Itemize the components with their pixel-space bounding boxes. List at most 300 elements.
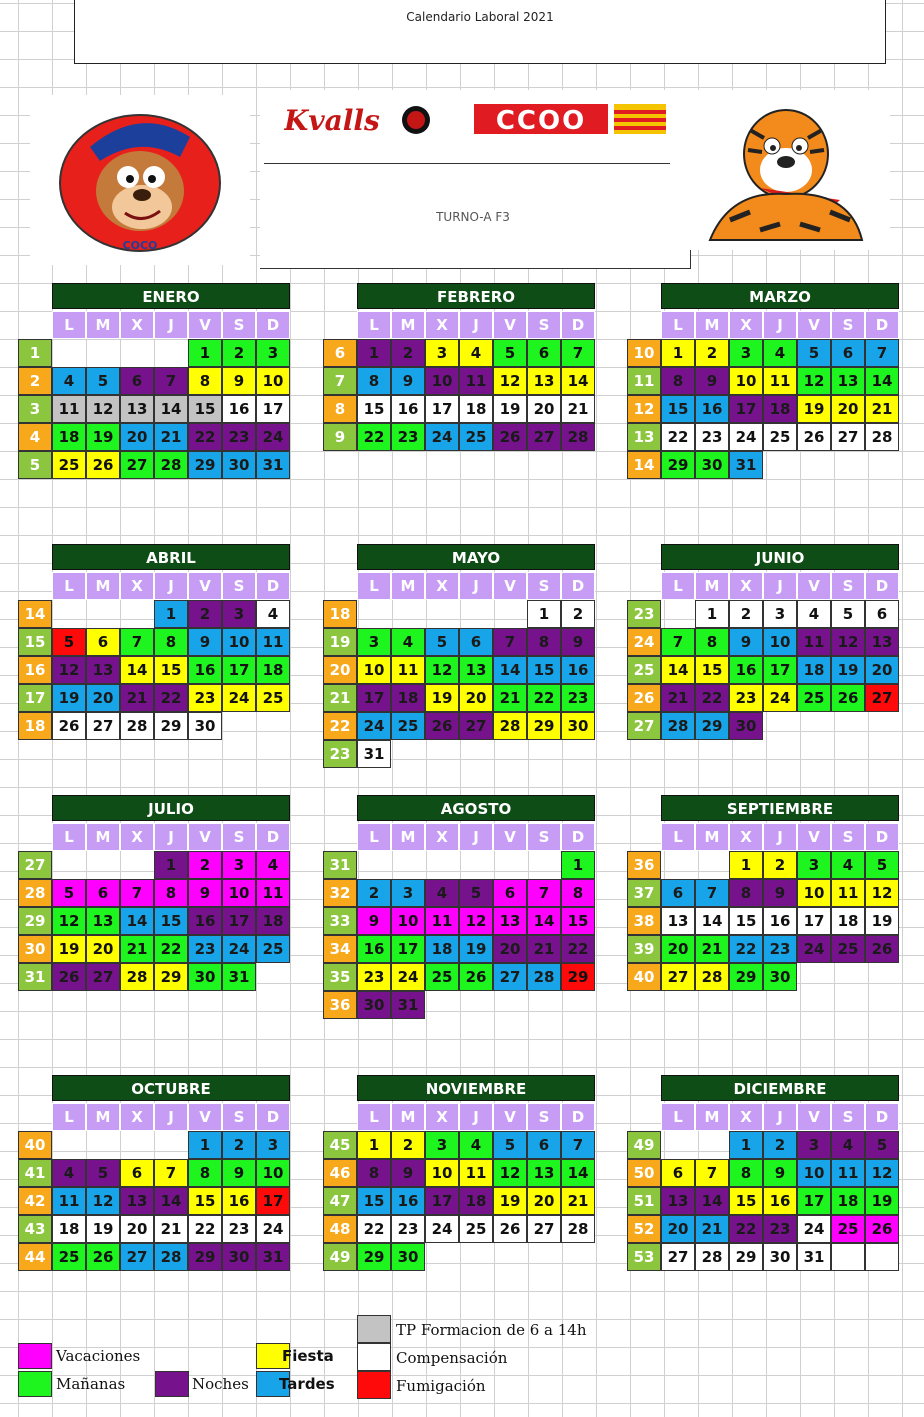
day-header: D (561, 823, 595, 851)
day-cell: 26 (52, 963, 86, 991)
day-cell: 8 (188, 367, 222, 395)
day-header: D (561, 311, 595, 339)
day-header: S (831, 823, 865, 851)
day-cell: 19 (865, 907, 899, 935)
day-cell: 10 (425, 367, 459, 395)
day-header: M (86, 823, 120, 851)
day-cell: 2 (222, 339, 256, 367)
day-cell: 29 (695, 712, 729, 740)
week-number: 36 (627, 851, 661, 879)
day-cell: 15 (695, 656, 729, 684)
day-header: S (831, 1103, 865, 1131)
day-cell: 16 (188, 907, 222, 935)
svg-text:Kvalls: Kvalls (284, 104, 380, 137)
day-cell: 2 (188, 600, 222, 628)
day-cell: 14 (695, 907, 729, 935)
day-header: L (661, 1103, 695, 1131)
day-header: V (188, 1103, 222, 1131)
day-header: L (52, 823, 86, 851)
day-cell: 18 (831, 907, 865, 935)
day-header: X (120, 823, 154, 851)
day-cell: 27 (865, 684, 899, 712)
week-number: 30 (18, 935, 52, 963)
day-cell: 28 (154, 1243, 188, 1271)
week-number: 6 (323, 339, 357, 367)
day-cell: 15 (154, 907, 188, 935)
month-title-enero: ENERO (52, 283, 290, 309)
week-number: 44 (18, 1243, 52, 1271)
day-cell: 10 (222, 879, 256, 907)
day-cell: 17 (357, 684, 391, 712)
week-number: 40 (627, 963, 661, 991)
day-cell: 1 (154, 851, 188, 879)
day-header: D (865, 311, 899, 339)
day-cell: 16 (391, 1187, 425, 1215)
week-number: 26 (627, 684, 661, 712)
day-cell: 22 (729, 935, 763, 963)
day-cell: 2 (695, 339, 729, 367)
day-header: M (86, 1103, 120, 1131)
day-header: D (865, 823, 899, 851)
day-cell: 13 (86, 907, 120, 935)
day-cell: 10 (256, 1159, 290, 1187)
day-cell: 10 (729, 367, 763, 395)
day-header: V (493, 823, 527, 851)
month-title-mayo: MAYO (357, 544, 595, 570)
day-cell: 19 (493, 1187, 527, 1215)
month-title-abril: ABRIL (52, 544, 290, 570)
day-cell: 25 (763, 423, 797, 451)
empty-day-cell (459, 851, 493, 879)
day-cell: 1 (729, 1131, 763, 1159)
day-cell: 22 (661, 423, 695, 451)
day-cell: 10 (222, 628, 256, 656)
day-cell: 24 (256, 1215, 290, 1243)
day-cell: 22 (188, 1215, 222, 1243)
day-cell: 26 (831, 684, 865, 712)
day-cell: 26 (86, 451, 120, 479)
day-cell: 30 (561, 712, 595, 740)
legend-label-fumigacion: Fumigación (396, 1377, 486, 1395)
day-cell: 28 (154, 451, 188, 479)
week-number: 36 (323, 991, 357, 1019)
day-header: S (222, 311, 256, 339)
day-cell: 11 (52, 395, 86, 423)
day-cell: 12 (459, 907, 493, 935)
day-header: X (120, 311, 154, 339)
day-cell: 16 (729, 656, 763, 684)
day-cell: 6 (120, 1159, 154, 1187)
day-cell: 18 (459, 395, 493, 423)
day-cell: 9 (357, 907, 391, 935)
document-header (74, 0, 886, 64)
legend-label-compensacion: Compensación (396, 1349, 508, 1367)
day-cell: 4 (425, 879, 459, 907)
day-header: L (357, 1103, 391, 1131)
empty-day-cell (52, 851, 86, 879)
day-header: M (391, 311, 425, 339)
day-cell: 24 (763, 684, 797, 712)
day-header: V (188, 823, 222, 851)
day-cell: 22 (154, 684, 188, 712)
week-number: 13 (627, 423, 661, 451)
day-cell: 23 (695, 423, 729, 451)
day-cell: 26 (425, 712, 459, 740)
week-number: 23 (323, 740, 357, 768)
empty-day-cell (357, 600, 391, 628)
day-cell: 4 (52, 1159, 86, 1187)
day-cell: 20 (527, 395, 561, 423)
day-header: L (52, 311, 86, 339)
empty-day-cell (661, 600, 695, 628)
day-cell: 25 (52, 451, 86, 479)
coco-mascot-image (30, 95, 250, 265)
day-cell: 1 (661, 339, 695, 367)
day-cell: 8 (729, 879, 763, 907)
day-cell: 2 (729, 600, 763, 628)
tiger-mascot-image (690, 90, 890, 250)
day-cell: 18 (425, 935, 459, 963)
week-number: 53 (627, 1243, 661, 1271)
day-cell: 17 (763, 656, 797, 684)
week-number: 42 (18, 1187, 52, 1215)
day-cell: 23 (763, 935, 797, 963)
day-cell: 30 (188, 963, 222, 991)
week-number: 16 (18, 656, 52, 684)
day-cell: 21 (865, 395, 899, 423)
empty-day-cell (86, 1131, 120, 1159)
week-number: 23 (627, 600, 661, 628)
svg-text:CCOO: CCOO (495, 106, 587, 136)
day-cell: 19 (86, 1215, 120, 1243)
day-cell: 2 (391, 339, 425, 367)
empty-day-cell (120, 339, 154, 367)
day-cell: 3 (256, 1131, 290, 1159)
day-cell: 8 (154, 628, 188, 656)
day-cell: 28 (120, 712, 154, 740)
day-cell: 10 (797, 879, 831, 907)
day-cell: 18 (763, 395, 797, 423)
day-cell: 7 (865, 339, 899, 367)
legend-label-mananas: Mañanas (56, 1375, 126, 1393)
day-cell (831, 1243, 865, 1271)
day-cell: 16 (357, 935, 391, 963)
day-cell: 28 (695, 1243, 729, 1271)
day-cell: 19 (52, 935, 86, 963)
week-number: 9 (323, 423, 357, 451)
week-number: 17 (18, 684, 52, 712)
day-cell: 4 (459, 1131, 493, 1159)
day-cell: 31 (222, 963, 256, 991)
day-cell: 21 (120, 684, 154, 712)
day-header: V (188, 311, 222, 339)
day-cell: 25 (459, 1215, 493, 1243)
day-cell: 26 (86, 1243, 120, 1271)
day-header: V (493, 572, 527, 600)
day-cell: 7 (120, 628, 154, 656)
day-cell: 15 (661, 395, 695, 423)
month-title-septiembre: SEPTIEMBRE (661, 795, 899, 821)
day-cell: 6 (865, 600, 899, 628)
day-cell: 1 (154, 600, 188, 628)
day-cell: 24 (357, 712, 391, 740)
day-cell: 5 (865, 851, 899, 879)
day-cell: 10 (357, 656, 391, 684)
day-cell: 9 (561, 628, 595, 656)
day-cell: 1 (357, 339, 391, 367)
day-cell: 11 (52, 1187, 86, 1215)
day-cell: 7 (561, 339, 595, 367)
day-cell: 7 (154, 1159, 188, 1187)
day-cell: 4 (391, 628, 425, 656)
day-cell: 27 (120, 451, 154, 479)
day-cell: 13 (527, 367, 561, 395)
day-header: D (256, 1103, 290, 1131)
day-cell: 26 (52, 712, 86, 740)
day-header: L (661, 572, 695, 600)
day-header: S (527, 823, 561, 851)
day-cell: 11 (831, 879, 865, 907)
week-number: 37 (627, 879, 661, 907)
day-cell: 4 (52, 367, 86, 395)
day-header: J (763, 311, 797, 339)
day-cell: 2 (561, 600, 595, 628)
legend-swatch-noches (155, 1371, 189, 1397)
day-cell: 17 (425, 395, 459, 423)
day-cell: 30 (188, 712, 222, 740)
day-cell: 17 (729, 395, 763, 423)
day-cell: 14 (120, 907, 154, 935)
day-cell: 7 (695, 1159, 729, 1187)
day-cell: 5 (86, 367, 120, 395)
day-cell: 27 (86, 712, 120, 740)
ccoo-logo (474, 98, 668, 138)
day-cell: 29 (729, 1243, 763, 1271)
day-header: X (729, 311, 763, 339)
day-cell: 16 (188, 656, 222, 684)
day-cell: 19 (493, 395, 527, 423)
day-cell: 15 (729, 1187, 763, 1215)
day-header: M (391, 572, 425, 600)
day-cell: 5 (52, 879, 86, 907)
day-cell: 17 (256, 395, 290, 423)
day-cell: 19 (52, 684, 86, 712)
day-cell: 6 (661, 879, 695, 907)
day-cell: 20 (831, 395, 865, 423)
day-cell: 28 (561, 1215, 595, 1243)
day-cell: 16 (763, 1187, 797, 1215)
week-number: 47 (323, 1187, 357, 1215)
day-cell: 9 (188, 628, 222, 656)
day-cell: 14 (154, 395, 188, 423)
week-number: 32 (323, 879, 357, 907)
day-cell: 18 (459, 1187, 493, 1215)
day-cell: 29 (561, 963, 595, 991)
empty-day-cell (120, 1131, 154, 1159)
day-cell: 13 (661, 907, 695, 935)
empty-day-cell (52, 600, 86, 628)
day-header: M (695, 1103, 729, 1131)
day-cell: 21 (561, 1187, 595, 1215)
day-cell: 20 (459, 684, 493, 712)
day-cell: 1 (527, 600, 561, 628)
day-cell: 8 (357, 1159, 391, 1187)
day-cell: 22 (154, 935, 188, 963)
legend-swatch-formacion (357, 1315, 391, 1343)
day-cell: 7 (154, 367, 188, 395)
day-cell: 6 (120, 367, 154, 395)
day-header: X (425, 311, 459, 339)
day-cell: 25 (831, 1215, 865, 1243)
day-cell: 20 (86, 935, 120, 963)
day-cell: 23 (188, 935, 222, 963)
week-number: 12 (627, 395, 661, 423)
empty-day-cell (86, 339, 120, 367)
day-cell: 21 (661, 684, 695, 712)
day-cell: 5 (865, 1131, 899, 1159)
day-header: X (425, 823, 459, 851)
day-header: X (729, 1103, 763, 1131)
day-cell: 27 (120, 1243, 154, 1271)
day-cell: 29 (154, 963, 188, 991)
day-cell: 6 (527, 1131, 561, 1159)
day-header: L (52, 1103, 86, 1131)
day-cell: 3 (222, 600, 256, 628)
day-cell: 9 (188, 879, 222, 907)
day-header: X (729, 572, 763, 600)
day-cell: 20 (661, 935, 695, 963)
day-cell: 17 (425, 1187, 459, 1215)
day-header: L (357, 311, 391, 339)
day-cell: 30 (391, 1243, 425, 1271)
day-cell: 9 (391, 367, 425, 395)
day-header: X (425, 572, 459, 600)
day-cell: 28 (695, 963, 729, 991)
day-cell: 10 (797, 1159, 831, 1187)
empty-day-cell (391, 600, 425, 628)
day-cell: 24 (729, 423, 763, 451)
day-cell: 19 (425, 684, 459, 712)
day-cell: 17 (797, 907, 831, 935)
day-cell: 27 (831, 423, 865, 451)
empty-day-cell (120, 600, 154, 628)
empty-day-cell (695, 1131, 729, 1159)
day-cell: 26 (493, 423, 527, 451)
day-cell: 24 (797, 935, 831, 963)
day-cell: 15 (561, 907, 595, 935)
day-cell: 20 (120, 423, 154, 451)
day-cell: 11 (763, 367, 797, 395)
legend-label-vacaciones: Vacaciones (56, 1347, 141, 1365)
day-cell: 16 (222, 395, 256, 423)
day-cell: 8 (527, 628, 561, 656)
day-cell: 2 (763, 1131, 797, 1159)
day-header: S (831, 572, 865, 600)
day-cell: 17 (222, 656, 256, 684)
week-number: 24 (627, 628, 661, 656)
day-cell: 12 (425, 656, 459, 684)
day-cell: 22 (729, 1215, 763, 1243)
day-cell: 7 (493, 628, 527, 656)
day-cell: 22 (527, 684, 561, 712)
day-cell: 14 (561, 1159, 595, 1187)
week-number: 40 (18, 1131, 52, 1159)
legend-swatch-fumigacion (357, 1371, 391, 1399)
day-cell: 8 (154, 879, 188, 907)
week-number: 35 (323, 963, 357, 991)
day-cell: 9 (729, 628, 763, 656)
day-cell: 18 (797, 656, 831, 684)
day-cell: 23 (222, 423, 256, 451)
day-cell: 3 (425, 1131, 459, 1159)
week-number: 1 (18, 339, 52, 367)
day-cell: 23 (561, 684, 595, 712)
week-number: 22 (323, 712, 357, 740)
day-cell: 29 (188, 1243, 222, 1271)
week-number: 49 (627, 1131, 661, 1159)
day-cell: 22 (357, 1215, 391, 1243)
month-title-noviembre: NOVIEMBRE (357, 1075, 595, 1101)
day-cell: 6 (459, 628, 493, 656)
day-cell: 9 (763, 879, 797, 907)
day-cell: 12 (493, 367, 527, 395)
day-cell: 3 (763, 600, 797, 628)
day-cell: 28 (527, 963, 561, 991)
day-cell: 7 (661, 628, 695, 656)
day-cell: 4 (763, 339, 797, 367)
day-header: J (763, 1103, 797, 1131)
day-cell: 23 (763, 1215, 797, 1243)
day-header: J (154, 311, 188, 339)
empty-day-cell (154, 339, 188, 367)
day-cell: 16 (391, 395, 425, 423)
empty-day-cell (120, 851, 154, 879)
day-cell: 22 (695, 684, 729, 712)
day-header: M (391, 823, 425, 851)
day-cell: 13 (527, 1159, 561, 1187)
day-cell: 8 (188, 1159, 222, 1187)
day-header: S (831, 311, 865, 339)
day-cell: 15 (188, 395, 222, 423)
week-number: 15 (18, 628, 52, 656)
day-cell: 29 (154, 712, 188, 740)
day-cell: 6 (86, 628, 120, 656)
day-header: J (459, 823, 493, 851)
week-number: 14 (627, 451, 661, 479)
day-cell: 4 (459, 339, 493, 367)
day-cell: 28 (120, 963, 154, 991)
legend-swatch-compensacion (357, 1343, 391, 1371)
day-cell: 16 (695, 395, 729, 423)
month-title-junio: JUNIO (661, 544, 899, 570)
day-cell: 13 (661, 1187, 695, 1215)
day-cell: 1 (357, 1131, 391, 1159)
day-cell: 12 (831, 628, 865, 656)
day-cell: 25 (831, 935, 865, 963)
day-cell: 10 (256, 367, 290, 395)
day-header: V (797, 311, 831, 339)
day-cell: 11 (831, 1159, 865, 1187)
day-cell: 22 (561, 935, 595, 963)
day-cell: 12 (86, 1187, 120, 1215)
day-cell: 30 (695, 451, 729, 479)
day-header: J (459, 311, 493, 339)
day-cell: 11 (459, 1159, 493, 1187)
day-cell: 17 (391, 935, 425, 963)
day-cell: 24 (222, 935, 256, 963)
day-cell: 8 (661, 367, 695, 395)
day-header: V (797, 1103, 831, 1131)
